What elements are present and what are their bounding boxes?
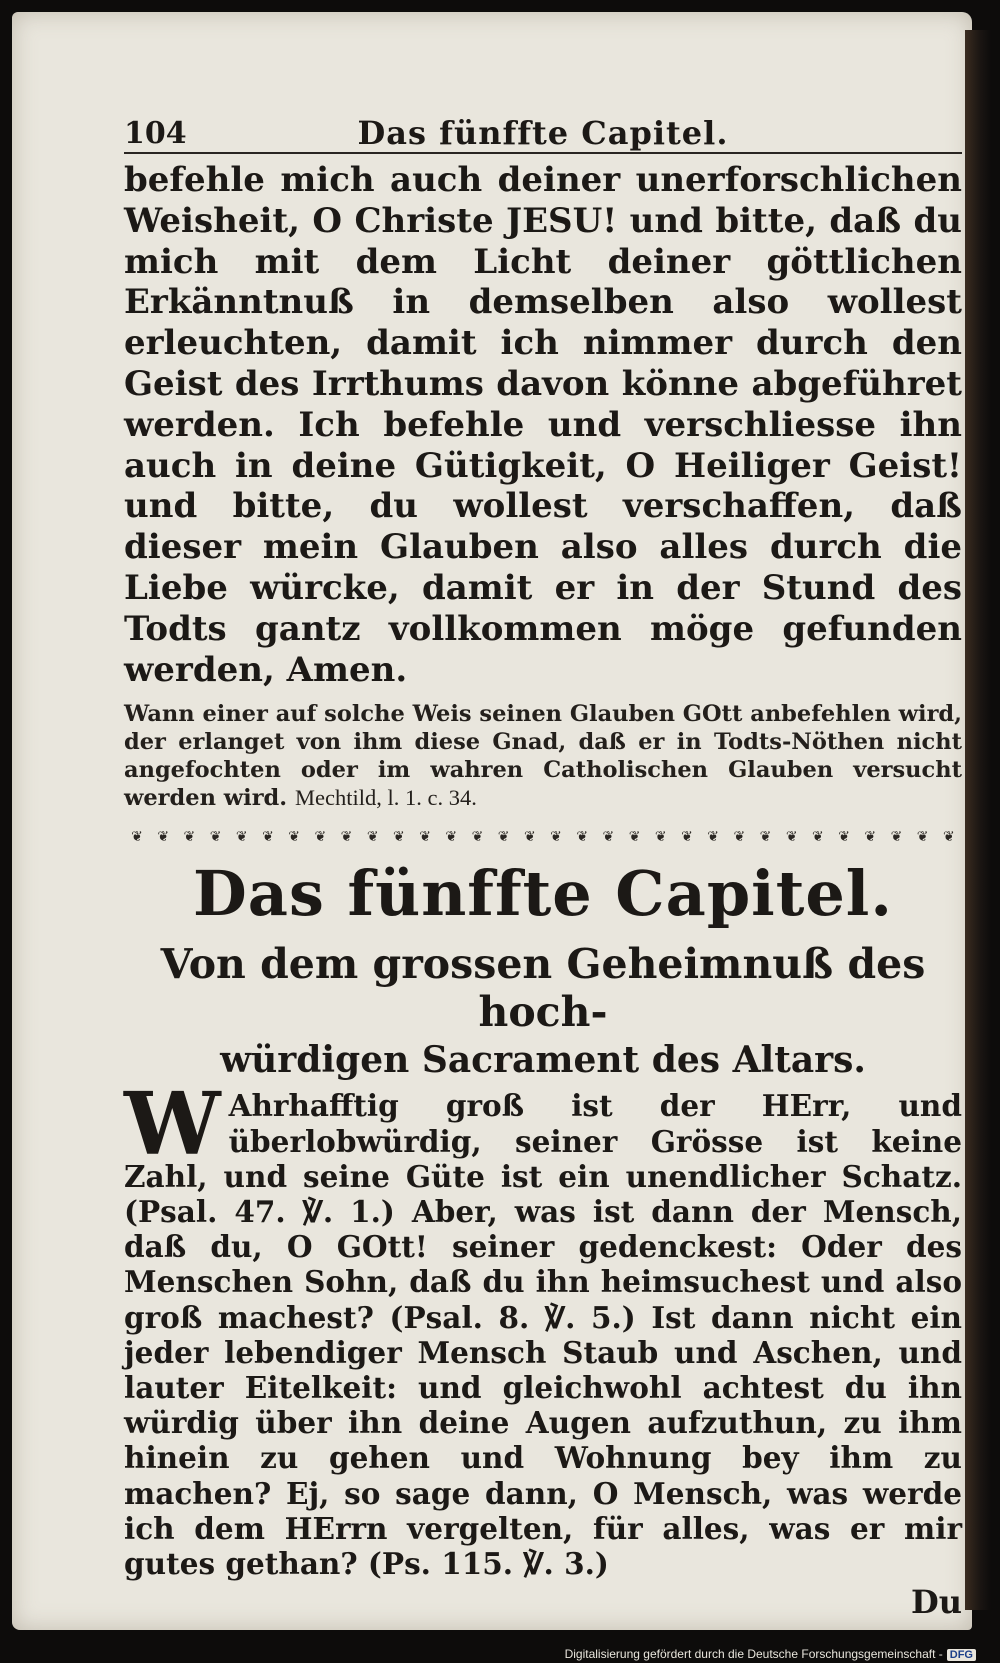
page-number: 104 xyxy=(124,116,187,151)
ornament-glyph: ❦ xyxy=(602,830,615,845)
ornament-glyph: ❦ xyxy=(890,830,903,845)
chapter-body-paragraph xyxy=(124,1074,962,1581)
ornament-divider xyxy=(124,830,962,844)
credit-text: Digitalisierung gefördert durch die Deutsche Forschungsgemeinschaft - xyxy=(564,1647,943,1661)
ornament-glyph: ❦ xyxy=(131,830,143,845)
running-head xyxy=(124,112,962,154)
ornament-glyph: ❦ xyxy=(628,830,641,845)
ornament-glyph: ❦ xyxy=(340,830,353,845)
ornament-glyph: ❦ xyxy=(523,830,536,845)
ornament-glyph: ❦ xyxy=(445,830,458,845)
ornament-glyph: ❦ xyxy=(157,830,170,845)
digitization-credit xyxy=(565,1647,976,1661)
ornament-glyph: ❦ xyxy=(183,830,196,845)
ornament-glyph: ❦ xyxy=(471,830,484,845)
chapter-title: Das fünffte Capitel. xyxy=(193,857,893,931)
ornament-glyph: ❦ xyxy=(550,830,562,845)
ornament-glyph: ❦ xyxy=(209,830,222,845)
ornament-glyph: ❦ xyxy=(733,830,746,845)
ornament-glyph: ❦ xyxy=(288,830,300,845)
ornament-glyph: ❦ xyxy=(916,830,929,845)
chapter-body-text: Ahrhafftig groß ist der HErr, und überlobwürdig, seiner Grösse ist keine Zahl, und seine Güte ist ein unendlicher Schatz. (Psal. 47. ℣. 1.) Aber, was ist dann der Mensch, daß du, O GOtt! seiner gedenckest: Oder des Menschen Sohn, daß du ihn heimsuchest und also groß machest? (Psal. 8. ℣. 5.) Ist dann nicht ein jeder lebendiger Mensch Staub und Aschen, und lauter Eitelkeit: und gleichwohl achtest du ihn würdig über ihn deine Augen aufzuthun, zu ihm hinein zu gehen und Wohnung bey ihm zu machen? Ej, so sage dann, O Mensch, was werde ich dem HErrn vergelten, für alles, was er mir gutes gethan? (Ps. 115. ℣. 3.) xyxy=(124,1088,962,1581)
ornament-glyph: ❦ xyxy=(707,830,719,845)
note-source: Mechtild, l. 1. c. 34. xyxy=(294,785,477,811)
note-text: Wann einer auf solche Weis seinen Glauben GOtt anbefehlen wird, der erlanget von ihm diese Gnad, daß er in Todts-Nöthen nicht angefochten oder im wahren Catholischen Glauben versucht werden wird. xyxy=(124,701,962,812)
ornament-glyph: ❦ xyxy=(497,830,510,845)
chapter-subtitle-line2: würdigen Sacrament des Altars. xyxy=(220,1039,866,1082)
book-edge xyxy=(965,30,991,1610)
ornament-glyph: ❦ xyxy=(864,830,877,845)
book-page xyxy=(12,12,972,1630)
ornament-glyph: ❦ xyxy=(654,830,667,845)
ornament-glyph: ❦ xyxy=(262,830,274,845)
ornament-glyph: ❦ xyxy=(393,830,405,845)
ornament-glyph: ❦ xyxy=(812,830,824,845)
ornament-glyph: ❦ xyxy=(419,830,431,845)
ornament-glyph: ❦ xyxy=(759,830,772,845)
page-content xyxy=(124,112,962,1621)
ornament-glyph: ❦ xyxy=(681,830,693,845)
ornament-glyph: ❦ xyxy=(235,830,248,845)
catchword: Du xyxy=(910,1583,962,1622)
prayer-paragraph: befehle mich auch deiner unerforschlichen Weisheit, O Christe JESU! und bitte, daß du mich mit dem Licht deiner göttlichen Erkänntnuß in demselben also wollest erleuchten, damit ich nimmer durch den Geist des Irrthums davon könne abgeführet werden. Ich befehle und verschliesse ihn auch in deine Gütigkeit, O Heiliger Geist! und bitte, du wollest verschaffen, daß dieser mein Glauben also alles durch die Liebe würcke, damit er in der Stund des Todts gantz vollkommen möge gefunden werden, Amen. xyxy=(124,160,962,690)
ornament-glyph: ❦ xyxy=(314,830,327,845)
chapter-subtitle-line1: Von dem grossen Geheimnuß des hoch- xyxy=(160,940,926,1037)
running-title: Das fünffte Capitel. xyxy=(357,114,729,152)
ornament-glyph: ❦ xyxy=(942,830,955,845)
drop-cap: W xyxy=(124,1074,221,1176)
note-paragraph xyxy=(124,700,962,812)
ornament-glyph: ❦ xyxy=(366,830,379,845)
ornament-glyph: ❦ xyxy=(838,830,850,845)
dfg-logo: DFG xyxy=(947,1649,976,1661)
ornament-glyph: ❦ xyxy=(785,830,798,845)
ornament-glyph: ❦ xyxy=(576,830,589,845)
